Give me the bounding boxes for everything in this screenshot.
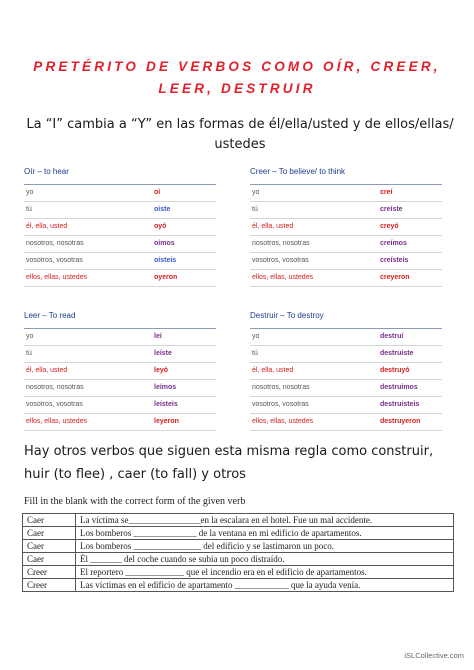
table-row [23,514,454,527]
verb-form: oísteis [154,257,177,264]
rule-line1: La “I” cambia a “Y” en las formas de él/ella/usted y de ellos/ellas/ [26,117,454,132]
page-title-line1: PRETÉRITO DE VERBOS COMO OÍR, CREER, [33,59,441,74]
table-row [250,329,442,346]
pronoun-label: ellos, ellas, ustedes [252,274,314,281]
exercise-sentence[interactable]: Los bomberos ______________ de la ventana en mi edificio de apartamentos. [76,527,454,540]
verb-form: oí [154,189,161,196]
verb-form: oímos [154,240,175,247]
pronoun-label: vosotros, vosotras [252,401,309,408]
verb-form: creíste [380,206,403,213]
table-row [24,236,216,253]
table-row [250,414,442,431]
verb-form: creyó [380,223,399,230]
table-row [250,253,442,270]
table-row [24,185,216,202]
verb-form: leímos [154,384,177,391]
other-verbs-line1: Hay otros verbos que siguen esta misma regla como construir, [24,444,434,459]
exercise-verb: Caer [23,514,76,527]
table-row [24,270,216,287]
table-row [250,236,442,253]
table-row [250,346,442,363]
pronoun-label: él, ella, usted [26,223,68,230]
pronoun-label: nosotros, nosotras [252,384,310,391]
table-row [250,380,442,397]
pronoun-label: tú [26,206,32,213]
pronoun-label: yo [26,333,34,340]
table-row [250,202,442,219]
pronoun-label: yo [26,189,34,196]
pronoun-label: nosotros, nosotras [26,384,84,391]
verb-form: destruí [380,333,404,340]
table-row [23,553,454,566]
oir-conjugation-table [24,166,216,287]
exercise-verb: Caer [23,527,76,540]
verb-form: leísteis [154,401,178,408]
pronoun-label: tú [252,206,258,213]
table-row [23,540,454,553]
pronoun-label: ellos, ellas, ustedes [26,274,88,281]
table-row [23,579,454,592]
exercise-sentence[interactable]: Las víctimas en el edificio de apartamento ____________ que la ayuda venía. [76,579,454,592]
other-verbs-line2: huir (to flee) , caer (to fall) y otros [24,467,246,482]
pronoun-label: él, ella, usted [252,367,294,374]
pronoun-label: yo [252,189,260,196]
destruir-table-header: Destruir – To destroy [250,310,442,329]
pronoun-label: tú [26,350,32,357]
verb-form: creímos [380,240,407,247]
verb-form: oiste [154,206,171,213]
table-row [24,202,216,219]
pronoun-label: ellos, ellas, ustedes [26,418,88,425]
verb-form: creí [380,189,393,196]
verb-form: leíste [154,350,172,357]
table-row [250,363,442,380]
pronoun-label: vosotros, vosotras [26,257,83,264]
pronoun-label: tú [252,350,258,357]
verb-form: creísteis [380,257,409,264]
pronoun-label: yo [252,333,260,340]
pronoun-label: él, ella, usted [26,367,68,374]
exercise-verb: Creer [23,566,76,579]
exercise-table [22,513,454,592]
site-watermark[interactable]: iSLCollective.com [404,651,464,660]
table-row [23,566,454,579]
leer-conjugation-table [24,310,216,431]
leer-table-header: Leer – To read [24,310,216,329]
pronoun-label: ellos, ellas, ustedes [252,418,314,425]
verb-form: destruisteis [380,401,420,408]
pronoun-label: vosotros, vosotras [26,401,83,408]
table-row [24,346,216,363]
oir-table-header: Oír – to hear [24,166,216,185]
table-row [24,329,216,346]
verb-form: destruyó [380,367,410,374]
exercise-sentence[interactable]: Los bomberos _______________ del edificio y se lastimaron un poco. [76,540,454,553]
pronoun-label: nosotros, nosotras [252,240,310,247]
verb-form: destruyeron [380,418,421,425]
page-title-line2: LEER, DESTRUIR [158,81,316,96]
verb-form: leyó [154,367,169,374]
table-row [24,397,216,414]
verb-form: leí [154,333,162,340]
pronoun-label: nosotros, nosotras [26,240,84,247]
table-row [250,270,442,287]
verb-form: destruimos [380,384,418,391]
table-row [24,219,216,236]
verb-form: oyeron [154,274,178,281]
exercise-verb: Caer [23,540,76,553]
table-row [250,185,442,202]
table-row [250,397,442,414]
table-row [24,414,216,431]
exercise-sentence[interactable]: La víctima se________________en la escalara en el hotel. Fue un mal accidente. [76,514,454,527]
exercise-verb: Creer [23,579,76,592]
verb-form: oyó [154,223,167,230]
creer-conjugation-table [250,166,442,287]
destruir-conjugation-table [250,310,442,431]
exercise-verb: Caer [23,553,76,566]
table-row [24,253,216,270]
table-row [24,380,216,397]
exercise-sentence[interactable]: Él _______ del coche cuando se subía un poco distraído. [76,553,454,566]
verb-form: creyeron [380,274,410,281]
exercise-instruction: Fill in the blank with the correct form of the given verb [24,496,246,507]
rule-line2: ustedes [214,137,266,152]
verb-form: leyeron [154,418,179,425]
verb-form: destruiste [380,350,414,357]
table-row [23,527,454,540]
exercise-sentence[interactable]: El reportero _____________ que el incendio era en el edificio de apartamentos. [76,566,454,579]
pronoun-label: vosotros, vosotras [252,257,309,264]
table-row [250,219,442,236]
table-row [24,363,216,380]
creer-table-header: Creer – To believe/ to think [250,166,442,185]
pronoun-label: él, ella, usted [252,223,294,230]
